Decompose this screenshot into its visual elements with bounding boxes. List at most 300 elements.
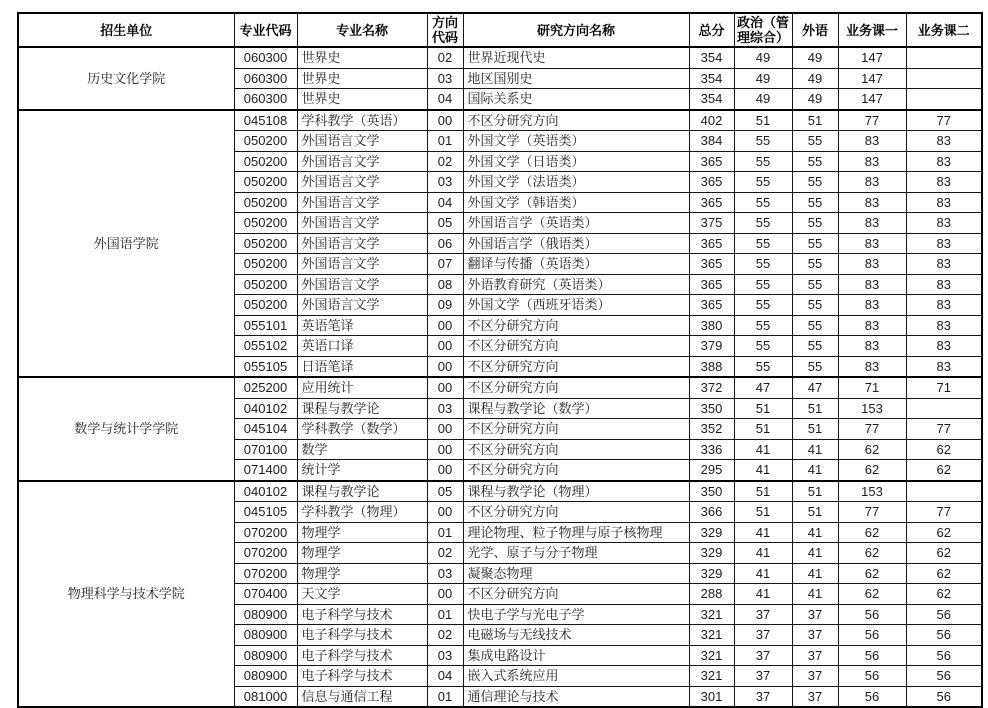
direction-name-cell: 不区分研究方向 (463, 377, 689, 398)
politics-score-cell: 37 (734, 686, 792, 707)
total-score-cell: 388 (689, 356, 734, 377)
direction-code-cell: 03 (427, 68, 463, 89)
total-score-cell: 375 (689, 213, 734, 234)
direction-name-cell: 不区分研究方向 (463, 419, 689, 440)
politics-score-cell: 51 (734, 110, 792, 131)
foreign-language-score-cell: 55 (792, 295, 838, 316)
direction-code-cell: 00 (427, 439, 463, 460)
course2-score-cell (906, 68, 982, 89)
course1-score-cell: 83 (838, 233, 906, 254)
major-name-cell: 外国语言文学 (297, 213, 427, 234)
major-code-cell: 070100 (234, 439, 297, 460)
foreign-language-score-cell: 55 (792, 274, 838, 295)
course2-score-cell: 83 (906, 254, 982, 275)
major-code-cell: 045105 (234, 502, 297, 523)
direction-code-cell: 01 (427, 522, 463, 543)
major-code-cell: 050200 (234, 172, 297, 193)
column-header-unit: 招生单位 (18, 13, 234, 47)
direction-code-cell: 00 (427, 377, 463, 398)
major-code-cell: 050200 (234, 131, 297, 152)
major-code-cell: 050200 (234, 295, 297, 316)
course2-score-cell: 62 (906, 543, 982, 564)
direction-code-cell: 00 (427, 419, 463, 440)
total-score-cell: 379 (689, 336, 734, 357)
major-code-cell: 040102 (234, 481, 297, 502)
direction-name-cell: 外国文学（日语类） (463, 151, 689, 172)
column-header-course1: 业务课一 (838, 13, 906, 47)
course1-score-cell: 83 (838, 295, 906, 316)
course1-score-cell: 83 (838, 151, 906, 172)
course2-score-cell: 83 (906, 315, 982, 336)
major-name-cell: 学科教学（物理） (297, 502, 427, 523)
foreign-language-score-cell: 51 (792, 110, 838, 131)
course1-score-cell: 77 (838, 110, 906, 131)
total-score-cell: 295 (689, 460, 734, 481)
direction-name-cell: 不区分研究方向 (463, 315, 689, 336)
unit-cell: 数学与统计学学院 (18, 377, 234, 481)
direction-code-cell: 05 (427, 481, 463, 502)
politics-score-cell: 41 (734, 439, 792, 460)
course2-score-cell: 83 (906, 356, 982, 377)
course1-score-cell: 83 (838, 172, 906, 193)
major-code-cell: 055105 (234, 356, 297, 377)
direction-name-cell: 课程与教学论（数学） (463, 398, 689, 419)
direction-name-cell: 外国文学（法语类） (463, 172, 689, 193)
major-name-cell: 外国语言文学 (297, 172, 427, 193)
direction-code-cell: 02 (427, 47, 463, 68)
course1-score-cell: 62 (838, 522, 906, 543)
course2-score-cell: 62 (906, 584, 982, 605)
foreign-language-score-cell: 55 (792, 213, 838, 234)
direction-code-cell: 01 (427, 131, 463, 152)
column-header-foreign-language: 外语 (792, 13, 838, 47)
direction-code-cell: 00 (427, 315, 463, 336)
major-code-cell: 050200 (234, 213, 297, 234)
foreign-language-score-cell: 55 (792, 233, 838, 254)
course2-score-cell: 83 (906, 131, 982, 152)
direction-code-cell: 08 (427, 274, 463, 295)
total-score-cell: 321 (689, 666, 734, 687)
course1-score-cell: 77 (838, 502, 906, 523)
foreign-language-score-cell: 55 (792, 192, 838, 213)
foreign-language-score-cell: 37 (792, 604, 838, 625)
total-score-cell: 336 (689, 439, 734, 460)
direction-name-cell: 不区分研究方向 (463, 336, 689, 357)
foreign-language-score-cell: 51 (792, 502, 838, 523)
direction-name-cell: 凝聚态物理 (463, 563, 689, 584)
direction-code-cell: 02 (427, 151, 463, 172)
course1-score-cell: 83 (838, 192, 906, 213)
course2-score-cell: 56 (906, 604, 982, 625)
total-score-cell: 380 (689, 315, 734, 336)
direction-code-cell: 09 (427, 295, 463, 316)
direction-code-cell: 06 (427, 233, 463, 254)
major-name-cell: 外国语言文学 (297, 131, 427, 152)
direction-name-cell: 外国语言学（俄语类） (463, 233, 689, 254)
major-code-cell: 050200 (234, 192, 297, 213)
course2-score-cell: 83 (906, 233, 982, 254)
major-code-cell: 045108 (234, 110, 297, 131)
major-name-cell: 学科教学（英语） (297, 110, 427, 131)
major-code-cell: 050200 (234, 254, 297, 275)
direction-code-cell: 00 (427, 356, 463, 377)
foreign-language-score-cell: 55 (792, 172, 838, 193)
politics-score-cell: 55 (734, 274, 792, 295)
direction-name-cell: 快电子学与光电子学 (463, 604, 689, 625)
column-header-politics: 政治（管理综合） (734, 13, 792, 47)
direction-code-cell: 03 (427, 563, 463, 584)
politics-score-cell: 55 (734, 192, 792, 213)
total-score-cell: 365 (689, 254, 734, 275)
direction-code-cell: 04 (427, 89, 463, 110)
course2-score-cell: 62 (906, 563, 982, 584)
major-code-cell: 070200 (234, 522, 297, 543)
course1-score-cell: 153 (838, 481, 906, 502)
foreign-language-score-cell: 51 (792, 419, 838, 440)
column-header-total-score: 总分 (689, 13, 734, 47)
major-name-cell: 物理学 (297, 543, 427, 564)
direction-code-cell: 02 (427, 625, 463, 646)
direction-name-cell: 集成电路设计 (463, 645, 689, 666)
total-score-cell: 350 (689, 481, 734, 502)
politics-score-cell: 47 (734, 377, 792, 398)
politics-score-cell: 49 (734, 68, 792, 89)
course1-score-cell: 83 (838, 131, 906, 152)
direction-code-cell: 04 (427, 666, 463, 687)
major-name-cell: 电子科学与技术 (297, 604, 427, 625)
major-name-cell: 学科教学（数学） (297, 419, 427, 440)
foreign-language-score-cell: 51 (792, 398, 838, 419)
foreign-language-score-cell: 55 (792, 315, 838, 336)
foreign-language-score-cell: 51 (792, 481, 838, 502)
major-code-cell: 060300 (234, 47, 297, 68)
foreign-language-score-cell: 55 (792, 336, 838, 357)
foreign-language-score-cell: 47 (792, 377, 838, 398)
course2-score-cell: 62 (906, 439, 982, 460)
major-name-cell: 物理学 (297, 522, 427, 543)
total-score-cell: 321 (689, 625, 734, 646)
total-score-cell: 352 (689, 419, 734, 440)
course1-score-cell: 83 (838, 336, 906, 357)
course1-score-cell: 147 (838, 68, 906, 89)
major-code-cell: 080900 (234, 645, 297, 666)
course2-score-cell: 83 (906, 274, 982, 295)
major-code-cell: 040102 (234, 398, 297, 419)
politics-score-cell: 37 (734, 604, 792, 625)
politics-score-cell: 55 (734, 213, 792, 234)
major-name-cell: 世界史 (297, 89, 427, 110)
politics-score-cell: 41 (734, 584, 792, 605)
major-code-cell: 070400 (234, 584, 297, 605)
major-name-cell: 英语笔译 (297, 315, 427, 336)
major-code-cell: 050200 (234, 274, 297, 295)
direction-name-cell: 翻译与传播（英语类） (463, 254, 689, 275)
total-score-cell: 372 (689, 377, 734, 398)
major-name-cell: 外国语言文学 (297, 254, 427, 275)
major-code-cell: 080900 (234, 604, 297, 625)
major-name-cell: 外国语言文学 (297, 233, 427, 254)
direction-code-cell: 01 (427, 686, 463, 707)
major-code-cell: 025200 (234, 377, 297, 398)
column-header-major-code: 专业代码 (234, 13, 297, 47)
direction-name-cell: 外语教育研究（英语类） (463, 274, 689, 295)
course1-score-cell: 56 (838, 686, 906, 707)
total-score-cell: 384 (689, 131, 734, 152)
foreign-language-score-cell: 41 (792, 522, 838, 543)
major-code-cell: 080900 (234, 666, 297, 687)
course2-score-cell: 56 (906, 686, 982, 707)
direction-name-cell: 课程与教学论（物理） (463, 481, 689, 502)
column-header-major-name: 专业名称 (297, 13, 427, 47)
politics-score-cell: 51 (734, 419, 792, 440)
course2-score-cell: 77 (906, 419, 982, 440)
direction-name-cell: 地区国别史 (463, 68, 689, 89)
direction-code-cell: 00 (427, 460, 463, 481)
direction-name-cell: 外国文学（西班牙语类） (463, 295, 689, 316)
course2-score-cell: 83 (906, 172, 982, 193)
course1-score-cell: 62 (838, 439, 906, 460)
politics-score-cell: 51 (734, 398, 792, 419)
foreign-language-score-cell: 49 (792, 89, 838, 110)
major-code-cell: 080900 (234, 625, 297, 646)
total-score-cell: 365 (689, 295, 734, 316)
politics-score-cell: 55 (734, 356, 792, 377)
foreign-language-score-cell: 55 (792, 151, 838, 172)
total-score-cell: 354 (689, 89, 734, 110)
direction-code-cell: 03 (427, 172, 463, 193)
major-name-cell: 世界史 (297, 68, 427, 89)
politics-score-cell: 41 (734, 543, 792, 564)
direction-name-cell: 国际关系史 (463, 89, 689, 110)
course1-score-cell: 62 (838, 460, 906, 481)
total-score-cell: 301 (689, 686, 734, 707)
direction-name-cell: 不区分研究方向 (463, 439, 689, 460)
course2-score-cell: 83 (906, 213, 982, 234)
admission-score-table (17, 12, 983, 708)
direction-name-cell: 不区分研究方向 (463, 502, 689, 523)
course1-score-cell: 62 (838, 584, 906, 605)
direction-name-cell: 不区分研究方向 (463, 110, 689, 131)
total-score-cell: 366 (689, 502, 734, 523)
direction-name-cell: 电磁场与无线技术 (463, 625, 689, 646)
course1-score-cell: 83 (838, 274, 906, 295)
direction-code-cell: 00 (427, 110, 463, 131)
major-name-cell: 课程与教学论 (297, 398, 427, 419)
direction-code-cell: 01 (427, 604, 463, 625)
foreign-language-score-cell: 37 (792, 645, 838, 666)
course1-score-cell: 83 (838, 315, 906, 336)
politics-score-cell: 41 (734, 563, 792, 584)
direction-code-cell: 00 (427, 336, 463, 357)
course1-score-cell: 83 (838, 254, 906, 275)
direction-name-cell: 世界近现代史 (463, 47, 689, 68)
total-score-cell: 354 (689, 68, 734, 89)
total-score-cell: 365 (689, 274, 734, 295)
course2-score-cell: 56 (906, 666, 982, 687)
foreign-language-score-cell: 49 (792, 68, 838, 89)
major-name-cell: 统计学 (297, 460, 427, 481)
foreign-language-score-cell: 41 (792, 563, 838, 584)
major-name-cell: 外国语言文学 (297, 274, 427, 295)
total-score-cell: 329 (689, 543, 734, 564)
total-score-cell: 365 (689, 233, 734, 254)
major-code-cell: 060300 (234, 89, 297, 110)
total-score-cell: 350 (689, 398, 734, 419)
major-code-cell: 050200 (234, 233, 297, 254)
unit-cell: 物理科学与技术学院 (18, 481, 234, 708)
foreign-language-score-cell: 37 (792, 666, 838, 687)
direction-name-cell: 通信理论与技术 (463, 686, 689, 707)
course1-score-cell: 77 (838, 419, 906, 440)
foreign-language-score-cell: 55 (792, 254, 838, 275)
major-code-cell: 055102 (234, 336, 297, 357)
total-score-cell: 288 (689, 584, 734, 605)
direction-code-cell: 00 (427, 584, 463, 605)
course1-score-cell: 56 (838, 604, 906, 625)
direction-code-cell: 05 (427, 213, 463, 234)
major-code-cell: 070200 (234, 543, 297, 564)
total-score-cell: 321 (689, 604, 734, 625)
direction-name-cell: 外国文学（韩语类） (463, 192, 689, 213)
course1-score-cell: 83 (838, 213, 906, 234)
table-body (18, 47, 982, 707)
direction-code-cell: 00 (427, 502, 463, 523)
course2-score-cell: 62 (906, 460, 982, 481)
foreign-language-score-cell: 41 (792, 439, 838, 460)
major-code-cell: 081000 (234, 686, 297, 707)
course1-score-cell: 56 (838, 625, 906, 646)
total-score-cell: 321 (689, 645, 734, 666)
major-code-cell: 070200 (234, 563, 297, 584)
course2-score-cell (906, 89, 982, 110)
direction-name-cell: 嵌入式系统应用 (463, 666, 689, 687)
major-name-cell: 信息与通信工程 (297, 686, 427, 707)
politics-score-cell: 55 (734, 315, 792, 336)
major-name-cell: 世界史 (297, 47, 427, 68)
course1-score-cell: 56 (838, 666, 906, 687)
table-row (18, 481, 982, 502)
politics-score-cell: 49 (734, 89, 792, 110)
header-row (18, 13, 982, 47)
politics-score-cell: 41 (734, 460, 792, 481)
total-score-cell: 365 (689, 172, 734, 193)
direction-name-cell: 光学、原子与分子物理 (463, 543, 689, 564)
politics-score-cell: 41 (734, 522, 792, 543)
course1-score-cell: 71 (838, 377, 906, 398)
table-row (18, 47, 982, 68)
course1-score-cell: 83 (838, 356, 906, 377)
course1-score-cell: 56 (838, 645, 906, 666)
course2-score-cell: 83 (906, 151, 982, 172)
course2-score-cell (906, 398, 982, 419)
direction-name-cell: 理论物理、粒子物理与原子核物理 (463, 522, 689, 543)
table-row (18, 377, 982, 398)
politics-score-cell: 55 (734, 336, 792, 357)
course2-score-cell (906, 47, 982, 68)
major-name-cell: 电子科学与技术 (297, 625, 427, 646)
major-code-cell: 060300 (234, 68, 297, 89)
course1-score-cell: 147 (838, 47, 906, 68)
course2-score-cell: 83 (906, 336, 982, 357)
direction-name-cell: 不区分研究方向 (463, 584, 689, 605)
direction-name-cell: 不区分研究方向 (463, 460, 689, 481)
direction-code-cell: 03 (427, 398, 463, 419)
direction-code-cell: 04 (427, 192, 463, 213)
total-score-cell: 365 (689, 151, 734, 172)
major-code-cell: 050200 (234, 151, 297, 172)
unit-cell: 外国语学院 (18, 110, 234, 378)
course2-score-cell: 77 (906, 502, 982, 523)
direction-name-cell: 外国文学（英语类） (463, 131, 689, 152)
foreign-language-score-cell: 37 (792, 625, 838, 646)
course2-score-cell: 83 (906, 295, 982, 316)
course2-score-cell: 77 (906, 110, 982, 131)
major-name-cell: 英语口译 (297, 336, 427, 357)
foreign-language-score-cell: 41 (792, 543, 838, 564)
major-name-cell: 电子科学与技术 (297, 645, 427, 666)
course2-score-cell: 83 (906, 192, 982, 213)
politics-score-cell: 51 (734, 502, 792, 523)
foreign-language-score-cell: 41 (792, 460, 838, 481)
foreign-language-score-cell: 49 (792, 47, 838, 68)
major-name-cell: 外国语言文学 (297, 295, 427, 316)
politics-score-cell: 55 (734, 233, 792, 254)
major-name-cell: 电子科学与技术 (297, 666, 427, 687)
foreign-language-score-cell: 37 (792, 686, 838, 707)
course2-score-cell: 56 (906, 625, 982, 646)
direction-code-cell: 02 (427, 543, 463, 564)
politics-score-cell: 37 (734, 625, 792, 646)
major-name-cell: 日语笔译 (297, 356, 427, 377)
major-code-cell: 071400 (234, 460, 297, 481)
total-score-cell: 402 (689, 110, 734, 131)
foreign-language-score-cell: 41 (792, 584, 838, 605)
politics-score-cell: 37 (734, 666, 792, 687)
major-name-cell: 数学 (297, 439, 427, 460)
unit-cell: 历史文化学院 (18, 47, 234, 110)
major-name-cell: 外国语言文学 (297, 192, 427, 213)
major-name-cell: 物理学 (297, 563, 427, 584)
major-name-cell: 应用统计 (297, 377, 427, 398)
politics-score-cell: 55 (734, 131, 792, 152)
politics-score-cell: 55 (734, 254, 792, 275)
table-row (18, 110, 982, 131)
politics-score-cell: 37 (734, 645, 792, 666)
course2-score-cell (906, 481, 982, 502)
major-code-cell: 045104 (234, 419, 297, 440)
politics-score-cell: 55 (734, 151, 792, 172)
course1-score-cell: 153 (838, 398, 906, 419)
foreign-language-score-cell: 55 (792, 356, 838, 377)
column-header-course2: 业务课二 (906, 13, 982, 47)
column-header-direction-name: 研究方向名称 (463, 13, 689, 47)
major-name-cell: 天文学 (297, 584, 427, 605)
course1-score-cell: 147 (838, 89, 906, 110)
major-code-cell: 055101 (234, 315, 297, 336)
foreign-language-score-cell: 55 (792, 131, 838, 152)
course2-score-cell: 56 (906, 645, 982, 666)
direction-name-cell: 外国语言学（英语类） (463, 213, 689, 234)
course2-score-cell: 71 (906, 377, 982, 398)
course1-score-cell: 62 (838, 563, 906, 584)
course1-score-cell: 62 (838, 543, 906, 564)
column-header-direction-code: 方向代码 (427, 13, 463, 47)
direction-code-cell: 03 (427, 645, 463, 666)
direction-code-cell: 07 (427, 254, 463, 275)
total-score-cell: 329 (689, 563, 734, 584)
total-score-cell: 354 (689, 47, 734, 68)
politics-score-cell: 55 (734, 172, 792, 193)
